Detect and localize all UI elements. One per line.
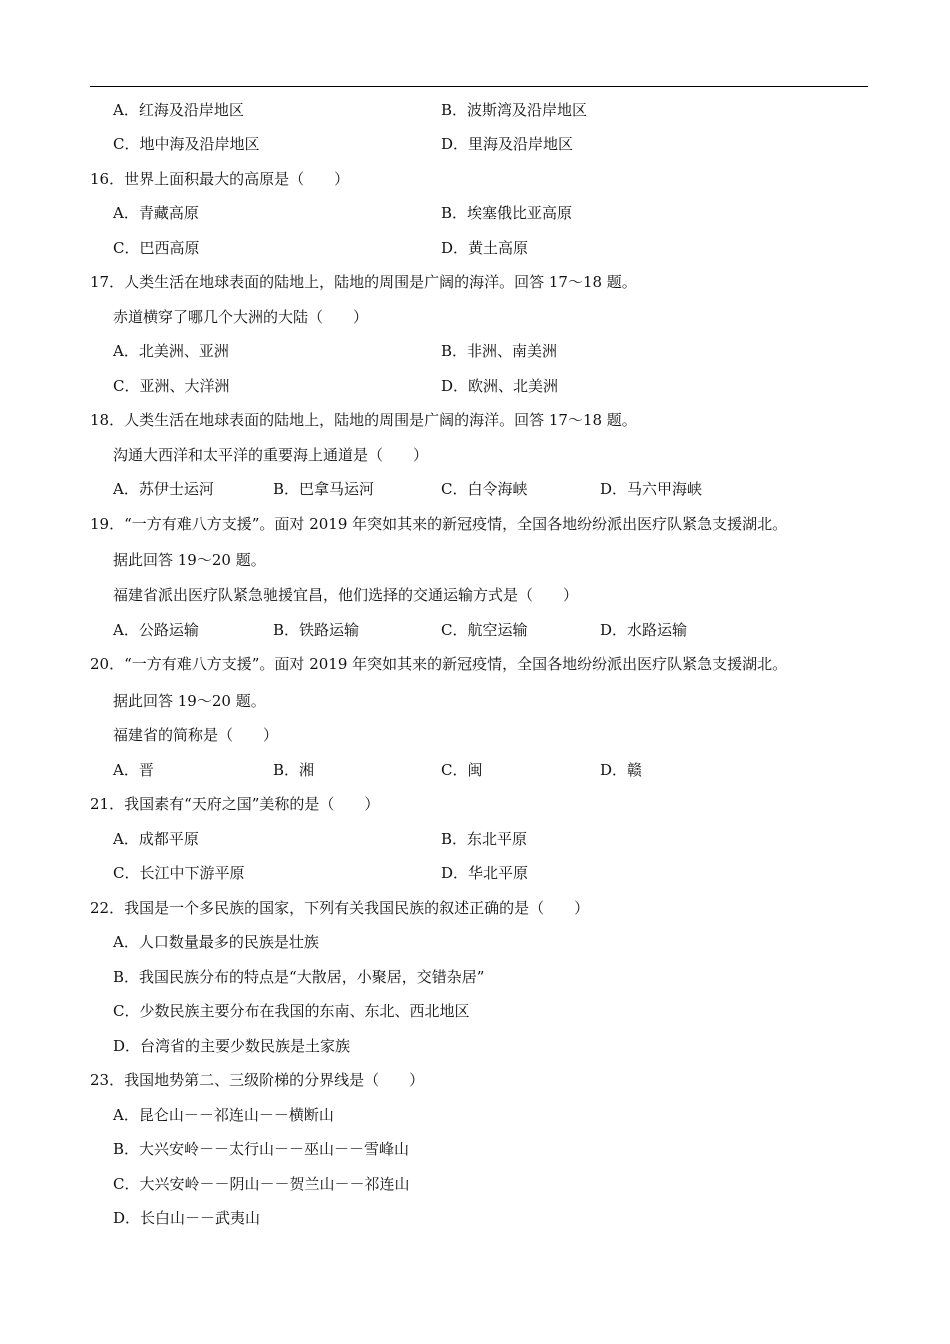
q15-option-b[interactable]: B．波斯湾及沿岸地区: [441, 101, 588, 119]
q20-sub: 福建省的简称是（ ）: [113, 726, 279, 744]
q15-option-a[interactable]: A．红海及沿岸地区: [113, 101, 244, 119]
q19-option-a[interactable]: A．公路运输: [113, 621, 199, 639]
q16-option-b[interactable]: B．埃塞俄比亚高原: [441, 204, 573, 222]
q18-sub: 沟通大西洋和太平洋的重要海上通道是（ ）: [113, 446, 429, 464]
q18-option-a[interactable]: A．苏伊士运河: [113, 480, 214, 498]
q19-sub: 福建省派出医疗队紧急驰援宜昌，他们选择的交通运输方式是（ ）: [113, 586, 579, 604]
q23-option-b[interactable]: B．大兴安岭－－太行山－－巫山－－雪峰山: [113, 1140, 410, 1158]
q17-stem: 17．人类生活在地球表面的陆地上，陆地的周围是广阔的海洋。回答 17～18 题。: [90, 273, 637, 291]
q19-stem-cont: 据此回答 19～20 题。: [113, 551, 266, 569]
q22-option-d[interactable]: D．台湾省的主要少数民族是土家族: [113, 1037, 351, 1055]
q19-option-c[interactable]: C．航空运输: [441, 621, 528, 639]
q16-option-c[interactable]: C．巴西高原: [113, 239, 200, 257]
q22-option-b[interactable]: B．我国民族分布的特点是“大散居，小聚居，交错杂居”: [113, 968, 485, 986]
q21-option-a[interactable]: A．成都平原: [113, 830, 199, 848]
q23-option-d[interactable]: D．长白山－－武夷山: [113, 1209, 261, 1227]
q17-sub: 赤道横穿了哪几个大洲的大陆（ ）: [113, 308, 369, 326]
q21-option-d[interactable]: D．华北平原: [441, 864, 529, 882]
q17-option-a[interactable]: A．北美洲、亚洲: [113, 342, 229, 360]
q18-option-c[interactable]: C．白令海峡: [441, 480, 528, 498]
q21-option-b[interactable]: B．东北平原: [441, 830, 528, 848]
q22-stem: 22．我国是一个多民族的国家，下列有关我国民族的叙述正确的是（ ）: [90, 899, 590, 917]
q16-option-a[interactable]: A．青藏高原: [113, 204, 199, 222]
q20-stem-cont: 据此回答 19～20 题。: [113, 692, 266, 710]
q20-option-d[interactable]: D．赣: [600, 761, 643, 779]
q20-stem: 20．“一方有难八方支援”。面对 2019 年突如其来的新冠疫情，全国各地纷纷派出医疗队紧急支援湖北。: [90, 655, 788, 673]
q18-stem: 18．人类生活在地球表面的陆地上，陆地的周围是广阔的海洋。回答 17～18 题。: [90, 411, 637, 429]
q20-option-c[interactable]: C．闽: [441, 761, 483, 779]
q21-option-c[interactable]: C．长江中下游平原: [113, 864, 245, 882]
q15-option-c[interactable]: C．地中海及沿岸地区: [113, 135, 260, 153]
q23-option-c[interactable]: C．大兴安岭－－阴山－－贺兰山－－祁连山: [113, 1175, 410, 1193]
q20-option-b[interactable]: B．湘: [273, 761, 315, 779]
q16-stem: 16．世界上面积最大的高原是（ ）: [90, 170, 350, 188]
q21-stem: 21．我国素有“天府之国”美称的是（ ）: [90, 795, 380, 813]
q16-option-d[interactable]: D．黄土高原: [441, 239, 529, 257]
q19-stem: 19．“一方有难八方支援”。面对 2019 年突如其来的新冠疫情，全国各地纷纷派出医疗队紧急支援湖北。: [90, 515, 788, 533]
q19-option-b[interactable]: B．铁路运输: [273, 621, 360, 639]
q18-option-d[interactable]: D．马六甲海峡: [600, 480, 703, 498]
q22-option-a[interactable]: A．人口数量最多的民族是壮族: [113, 933, 319, 951]
q20-option-a[interactable]: A．晋: [113, 761, 154, 779]
q15-option-d[interactable]: D．里海及沿岸地区: [441, 135, 574, 153]
q17-option-d[interactable]: D．欧洲、北美洲: [441, 377, 559, 395]
q23-stem: 23．我国地势第二、三级阶梯的分界线是（ ）: [90, 1071, 425, 1089]
q17-option-b[interactable]: B．非洲、南美洲: [441, 342, 558, 360]
q22-option-c[interactable]: C．少数民族主要分布在我国的东南、东北、西北地区: [113, 1002, 470, 1020]
q17-option-c[interactable]: C．亚洲、大洋洲: [113, 377, 230, 395]
q19-option-d[interactable]: D．水路运输: [600, 621, 688, 639]
header-rule: [90, 86, 868, 87]
q18-option-b[interactable]: B．巴拿马运河: [273, 480, 375, 498]
q23-option-a[interactable]: A．昆仑山－－祁连山－－横断山: [113, 1106, 334, 1124]
